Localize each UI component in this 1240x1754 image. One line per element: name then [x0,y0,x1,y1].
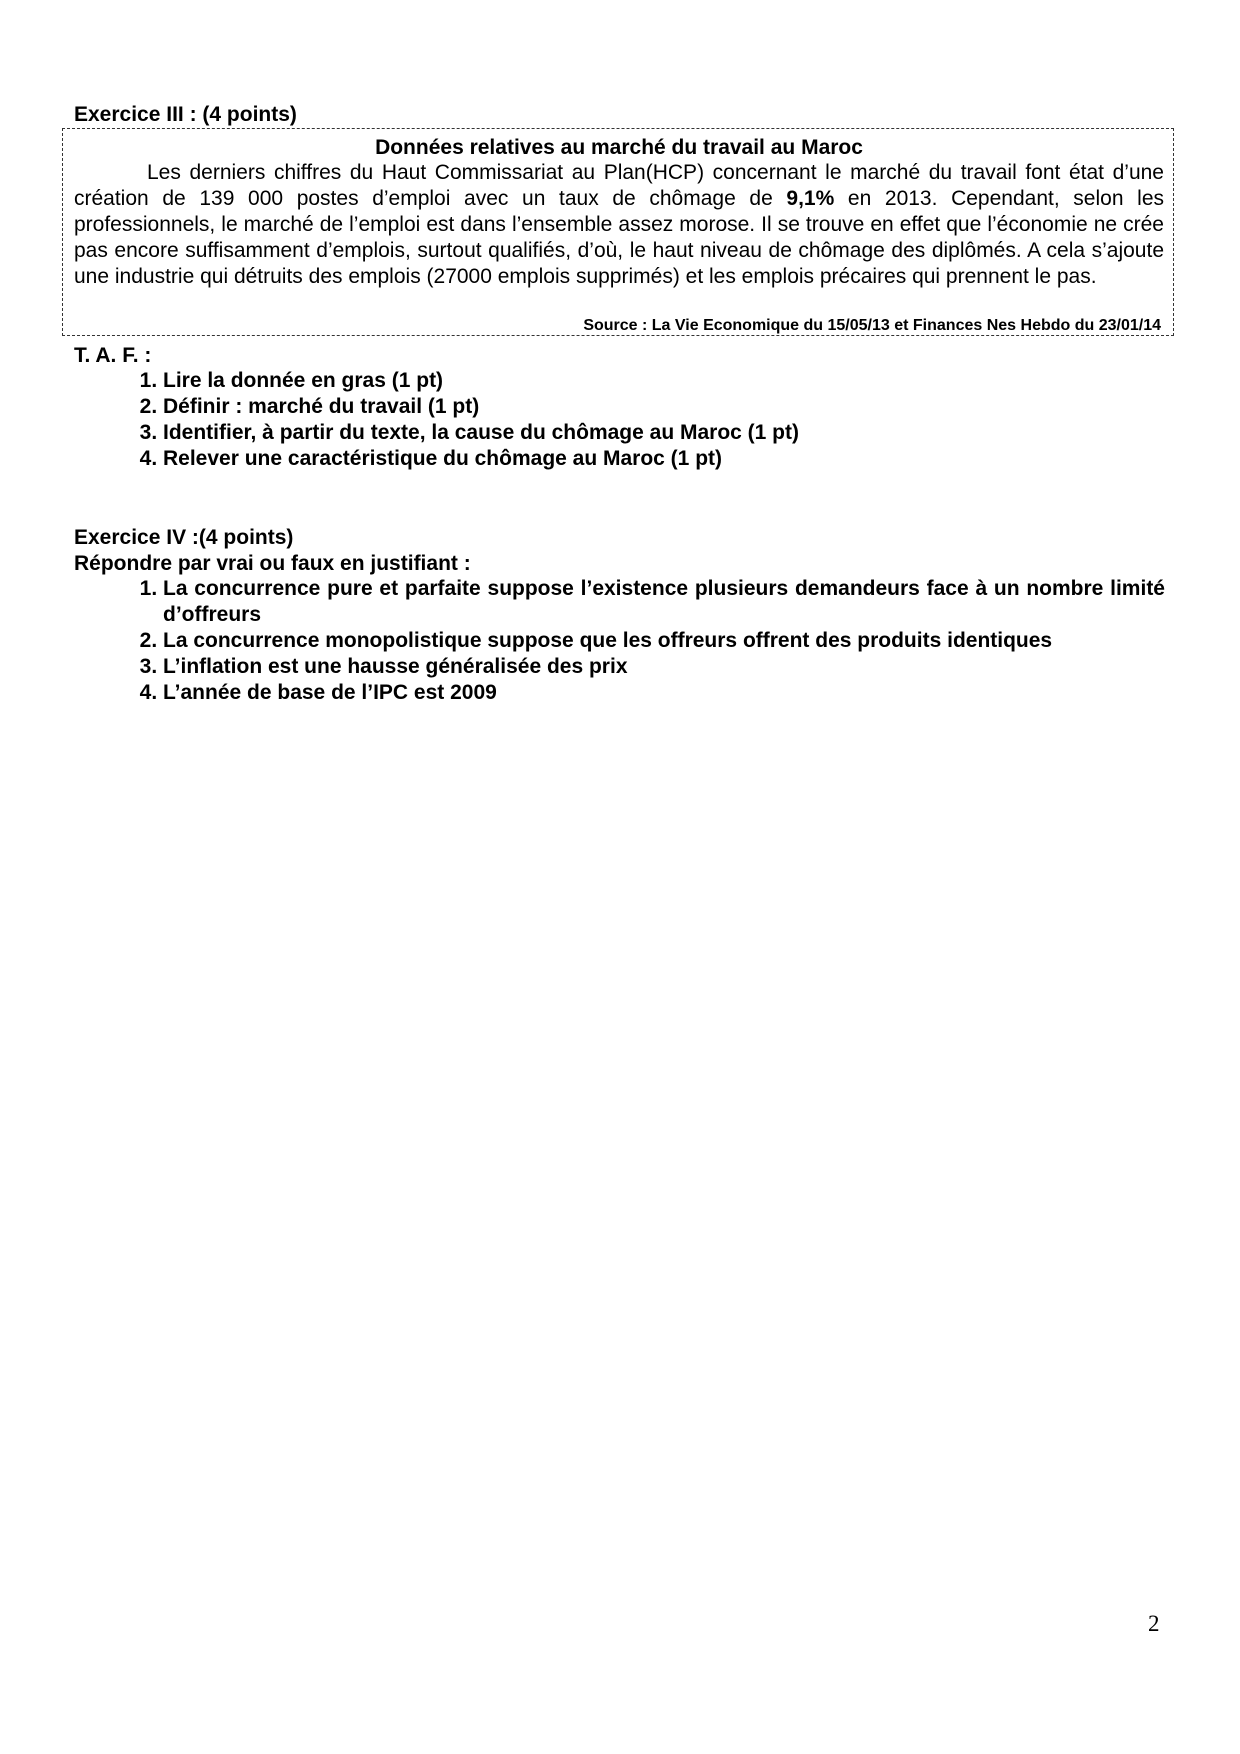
exercise-3-heading: Exercice III : (4 points) [74,103,297,126]
exercise-4-heading: Exercice IV :(4 points) [74,526,294,549]
list-item: 2. La concurrence monopolistique suppose que les offreurs offrent des produits identiques [163,628,1165,654]
list-item: 2. Définir : marché du travail (1 pt) [163,394,1165,420]
list-item: 1. Lire la donnée en gras (1 pt) [163,368,1165,394]
list-item: 3. Identifier, à partir du texte, la cause du chômage au Maroc (1 pt) [163,420,1165,446]
text-box-body [74,160,1164,290]
text-box-title: Données relatives au marché du travail au Maroc [375,136,863,159]
bold-figure: 9,1% [786,187,835,210]
list-item: 3. L’inflation est une hausse généralisée des prix [163,654,1165,680]
exercise-4-instruction: Répondre par vrai ou faux en justifiant : [74,552,471,575]
list-item: 4. Relever une caractéristique du chômage au Maroc (1 pt) [163,446,1165,472]
source-citation: Source : La Vie Economique du 15/05/13 et Finances Nes Hebdo du 23/01/14 [583,317,1161,334]
taf-heading: T. A. F. : [74,344,152,367]
list-item: 4. L’année de base de l’IPC est 2009 [163,680,1165,706]
text-box-body-part1: Les derniers chiffres du Haut Commissariat au Plan(HCP) concernant le marché du travail font état d’une création de 139 000 postes d’emploi avec un taux de chômage de [74,161,1164,210]
text-box [62,128,1174,336]
taf-list [134,368,1165,472]
list-item: 1. La concurrence pure et parfaite suppose l’existence plusieurs demandeurs face à un nombre limité d’offreurs [163,576,1165,628]
page-number: 2 [1148,1611,1160,1636]
true-false-list [134,576,1165,706]
text-box-body-part2: en 2013. Cependant, selon les professionnels, le marché de l’emploi est dans l’ensemble assez morose. Il se trouve en effet que l’économie ne crée pas encore suffisamment d’emplois, surtout qualifiés, d’où, le haut niveau de chômage des diplômés. A cela s’ajoute une industrie qui détruits des emplois (27000 emplois supprimés) et les emplois précaires qui prennent le pas. [74,187,1164,288]
